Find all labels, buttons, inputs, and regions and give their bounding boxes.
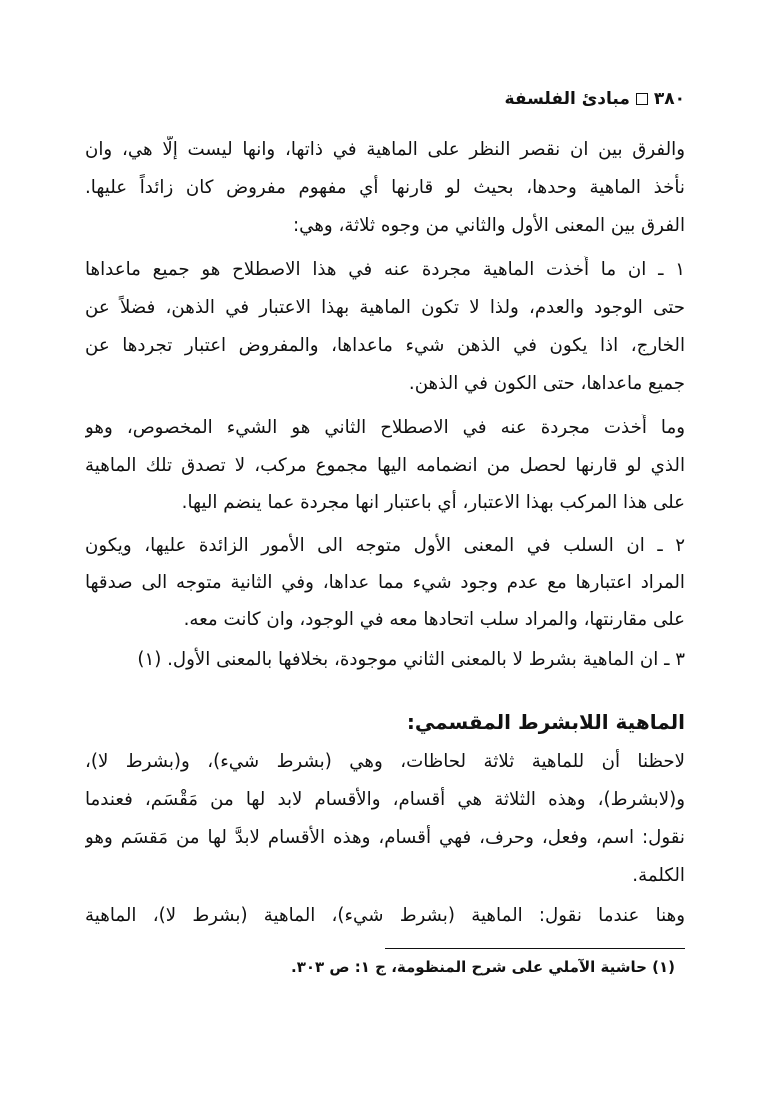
text-line: على هذا المركب بهذا الاعتبار، أي باعتبار انها مجردة عما ينضم اليها.: [181, 492, 685, 513]
text-line: حتى الوجود والعدم، ولذا لا تكون الماهية بهذا الاعتبار في الذهن، فضلاً عن: [85, 297, 685, 318]
section-heading: الماهية اللابشرط المقسمي:: [406, 710, 685, 734]
text-line: الخارج، اذا يكون في الذهن شيء ماعداها، والمفروض اعتبار تجردها عن: [85, 335, 685, 356]
text-line: الكلمة.: [632, 865, 685, 886]
text-line: ١ ـ ان ما أُخذت الماهية مجردة عنه في هذا الاصطلاح هو جميع ماعداها: [85, 259, 685, 280]
text-line: ٢ ـ ان السلب في المعنى الأول متوجه الى الأمور الزائدة عليها، ويكون: [85, 535, 685, 556]
text-line: نقول: اسم، وفعل، وحرف، فهي أقسام، وهذه الأقسام لابدَّ لها من مَقسَم وهو: [85, 827, 685, 848]
text-line: والفرق بين ان نقصر النظر على الماهية في ذاتها، وانها ليست إلّا هي، وان: [85, 139, 685, 160]
book-title: مبادئ الفلسفة: [504, 89, 630, 109]
text-line: و(لابشرط)، وهذه الثلاثة هي أقسام، والأقسام لابد لها من مَقْسَم، فعندما: [85, 789, 685, 810]
text-line: المراد اعتبارها مع عدم وجود شيء مما عداها، وفي الثانية متوجه الى صدقها: [85, 572, 685, 593]
text-line: جميع ماعداها، حتى الكون في الذهن.: [408, 373, 685, 394]
text-line: الذي لو قارنها لحصل من انضمامه اليها مجموع مركب، لا تصدق تلك الماهية: [85, 455, 685, 476]
text-line: ٣ ـ ان الماهية بشرط لا بالمعنى الثاني موجودة، بخلافها بالمعنى الأول. (١): [137, 649, 685, 670]
page-number: ٣٨٠: [653, 89, 685, 109]
text-line: وهنا عندما نقول: الماهية (بشرط شيء)، الماهية (بشرط لا)، الماهية: [85, 905, 685, 926]
footnote-divider: [385, 948, 685, 949]
text-line: الفرق بين المعنى الأول والثاني من وجوه ثلاثة، وهي:: [293, 215, 685, 236]
text-line: لاحظنا أن للماهية ثلاثة لحاظات، وهي (بشرط شيء)، و(بشرط لا)،: [85, 751, 685, 772]
text-line: نأخذ الماهية وحدها، بحيث لو قارنها أي مفهوم مفروض كان زائداً عليها.: [85, 177, 685, 198]
square-separator-icon: [636, 93, 648, 105]
running-header: [505, 89, 685, 109]
text-line: وما أُخذت مجردة عنه في الاصطلاح الثاني هو الشيء المخصوص، وهو: [85, 417, 685, 438]
footnote: (١) حاشية الآملي على شرح المنظومة، ج ١: ص ٣٠٣.: [291, 958, 675, 976]
text-line: على مقارنتها، والمراد سلب اتحادها معه في الوجود، وان كانت معه.: [183, 609, 685, 630]
